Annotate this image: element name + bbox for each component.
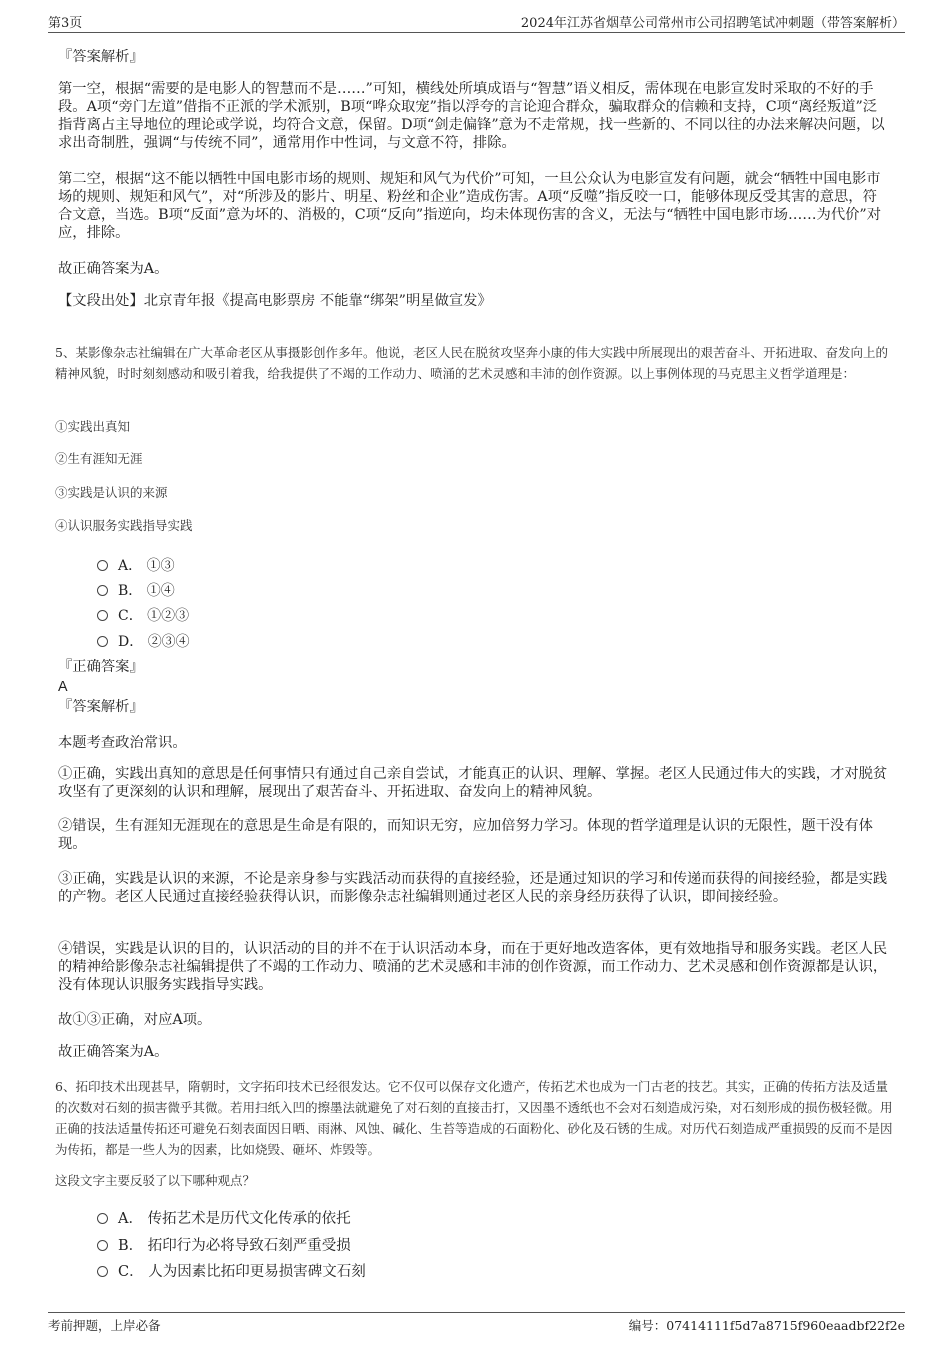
q5-option-c[interactable]: C． ①②③ — [97, 605, 189, 625]
q4-analysis-label: 『答案解析』 — [58, 49, 144, 65]
q5-analysis-4: ④错误，实践是认识的目的，认识活动的目的并不在于认识活动本身，而在于更好地改造客体，更有效地指导和服务实践。老区人民的精神给影像杂志社编辑提供了不竭的工作动力、喷涌的艺术灵感和丰沛的创作资源，而工作动力、艺术灵感和创作资源都是认识，没有体现认识服务实践指导实践。 — [58, 941, 888, 993]
q6-option-b[interactable]: B． 拓印行为必将导致石刻严重受损 — [97, 1234, 351, 1255]
q5-statement-4: ④认识服务实践指导实践 — [55, 518, 193, 533]
q5-conclusion: 故正确答案为A。 — [58, 1044, 169, 1060]
q4-analysis-para2: 第二空，根据“这不能以牺牲中国电影市场的规则、规矩和风气为代价”可知，一旦公众认为电影宣发有问题，就会“牺牲中国电影市场的规则、规矩和风气”，对“所涉及的影片、明星、粉丝和企业”造成伤害。A项“反噬”指反咬一口，能够体现反受其害的意思，符合文意，当选。B项“反面”意为坏的、消极的，C项“反向”指逆向，均未体现伤害的含义，无法与“牺牲中国电影市场……为代价”对应，排除。 — [58, 171, 882, 241]
q4-analysis-para1: 第一空，根据“需要的是电影人的智慧而不是……”可知，横线处所填成语与“智慧”语义相反，需体现在电影宣发时采取的不好的手段。A项“旁门左道”借指不正派的学术派别，B项“哗众取宠”指以浮夸的言论迎合群众，骗取群众的信赖和支持，C项“离经叛道”泛指背离占主导地位的理论或学说，均符合文意，保留。D项“剑走偏锋”意为不走常规，找一些新的、不同以往的办法来解决问题，以求出奇制胜，强调“与传统不同”，通常用作中性词，与文意不符，排除。 — [58, 81, 885, 151]
radio-icon[interactable] — [97, 1240, 108, 1251]
radio-icon[interactable] — [97, 610, 108, 621]
document-id: 编号：07414111f5d7a8715f960eaadbf22f2e — [628, 1318, 905, 1333]
q6-option-c[interactable]: C． 人为因素比拓印更易损害碑文石刻 — [97, 1260, 366, 1281]
q5-option-a[interactable]: A． ①③ — [97, 555, 175, 575]
footer-slogan: 考前押题，上岸必备 — [48, 1318, 161, 1333]
q5-statement-1: ①实践出真知 — [55, 419, 131, 434]
radio-icon[interactable] — [97, 560, 108, 571]
page-footer — [48, 1312, 905, 1335]
radio-icon[interactable] — [97, 1266, 108, 1277]
radio-icon[interactable] — [97, 1213, 108, 1224]
q4-conclusion: 故正确答案为A。 — [58, 261, 169, 277]
q6-question: 这段文字主要反驳了以下哪种观点？ — [55, 1173, 256, 1188]
q5-analysis-summary: 故①③正确，对应A项。 — [58, 1012, 212, 1028]
q5-statement-3: ③实践是认识的来源 — [55, 485, 168, 500]
radio-icon[interactable] — [97, 636, 108, 647]
q5-option-d[interactable]: D． ②③④ — [97, 631, 190, 651]
page-number: 第3页 — [48, 16, 83, 31]
q5-answer: A — [58, 679, 68, 695]
q5-option-b[interactable]: B． ①④ — [97, 580, 175, 600]
q4-source: 【文段出处】北京青年报《提高电影票房 不能靠“绑架”明星做宣发》 — [58, 293, 492, 309]
q5-analysis-3: ③正确，实践是认识的来源，不论是亲身参与实践活动而获得的直接经验，还是通过知识的学习和传递而获得的间接经验，都是实践的产物。老区人民通过直接经验获得认识，而影像杂志社编辑则通过老区人民的亲身经历获得了认识，即间接经验。 — [58, 871, 888, 905]
radio-icon[interactable] — [97, 585, 108, 596]
q6-stem: 6、拓印技术出现甚早，隋朝时，文字拓印技术已经很发达。它不仅可以保存文化遗产，传拓艺术也成为一门古老的技艺。其实，正确的传拓方法及适量的次数对石刻的损害微乎其微。若用扫纸入凹的擦墨法就避免了对石刻的直接击打，又因墨不透纸也不会对石刻造成污染，对石刻形成的损伤极轻微。用正确的技法适量传拓还可避免石刻表面因日晒、雨淋、风蚀、碱化、生苔等造成的石面粉化、砂化及石锈的生成。对历代石刻造成严重损毁的反而不是因为传拓，都是一些人为的因素，比如烧毁、砸坏、炸毁等。 — [55, 1079, 893, 1157]
q5-answer-label: 『正确答案』 — [58, 659, 144, 675]
q5-analysis-intro: 本题考查政治常识。 — [58, 735, 187, 751]
q5-analysis-2: ②错误，生有涯知无涯现在的意思是生命是有限的，而知识无穷，应加倍努力学习。体现的哲学道理是认识的无限性，题干没有体现。 — [58, 818, 873, 852]
document-title: 2024年江苏省烟草公司常州市公司招聘笔试冲刺题（带答案解析） — [520, 16, 905, 31]
q6-option-a[interactable]: A． 传拓艺术是历代文化传承的依托 — [97, 1207, 351, 1228]
page-header — [48, 10, 905, 33]
q5-statement-2: ②生有涯知无涯 — [55, 451, 143, 466]
q5-stem: 5、某影像杂志社编辑在广大革命老区从事摄影创作多年。他说，老区人民在脱贫攻坚奔小康的伟大实践中所展现出的艰苦奋斗、开拓进取、奋发向上的精神风貌，时时刻刻感动和吸引着我，给我提供了不竭的工作动力、喷涌的艺术灵感和丰沛的创作资源。以上事例体现的马克思主义哲学道理是： — [55, 345, 888, 381]
q5-analysis-label: 『答案解析』 — [58, 699, 144, 715]
q5-analysis-1: ①正确，实践出真知的意思是任何事情只有通过自己亲自尝试，才能真正的认识、理解、掌握。老区人民通过伟大的实践，才对脱贫攻坚有了更深刻的认识和理解，展现出了艰苦奋斗、开拓进取、奋发向上的精神风貌。 — [58, 766, 888, 800]
